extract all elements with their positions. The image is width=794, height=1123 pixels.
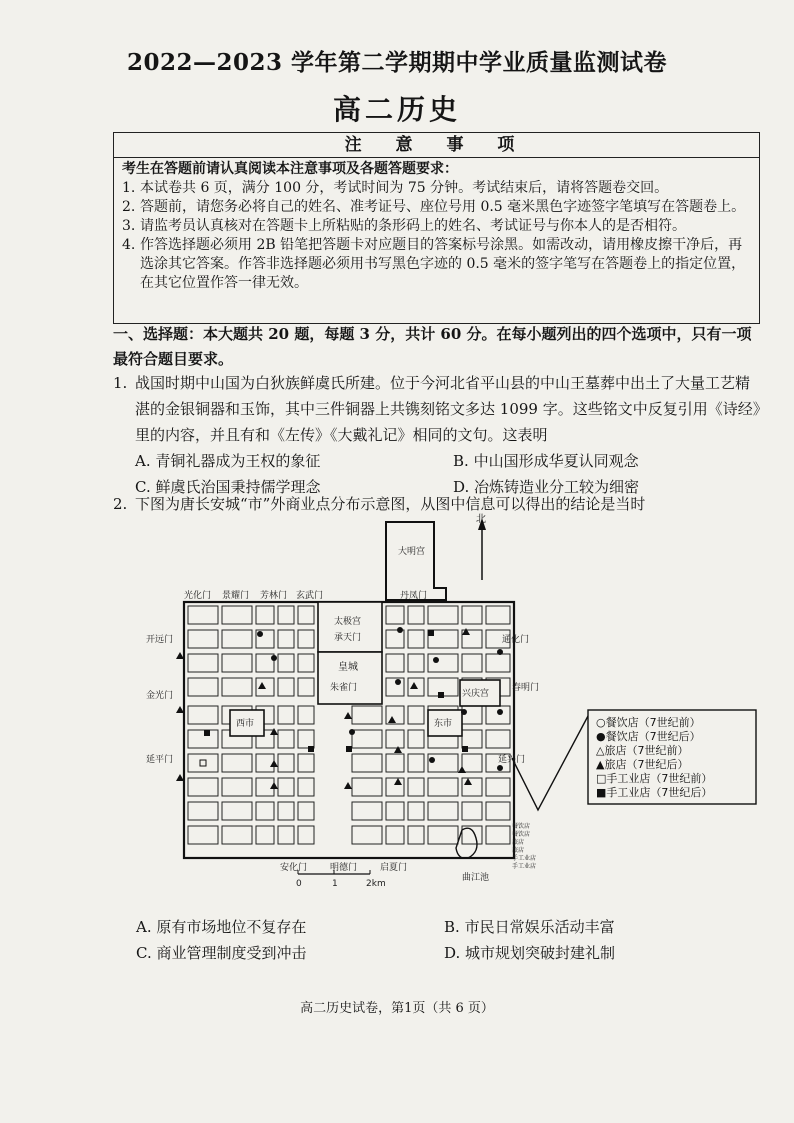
option-key: B.: [444, 918, 460, 936]
kaiyuan-gate-label: 开远门: [146, 635, 174, 645]
ward-block: [222, 606, 252, 624]
notice-body: [114, 158, 759, 293]
restaurant-marker: [271, 655, 277, 661]
ward-block: [408, 826, 424, 844]
legend-item-1: ○餐饮店（7世纪前）: [596, 716, 701, 729]
small-legend-item: 旅店: [512, 839, 525, 846]
inn-marker: [258, 682, 266, 689]
ward-block: [428, 802, 458, 820]
yanping-gate-label: 延平门: [146, 755, 174, 765]
qujiang-label: 曲江池: [462, 873, 490, 883]
option-text: 中山国形成华夏认同观念: [473, 452, 639, 470]
ward-block: [428, 606, 458, 624]
option-key: C.: [136, 944, 152, 962]
restaurant-marker: [397, 627, 403, 633]
ward-block: [188, 778, 218, 796]
inn-marker: [410, 682, 418, 689]
ward-block: [386, 606, 404, 624]
taiji-palace-label: 太极宫: [334, 617, 362, 627]
ward-block: [298, 730, 314, 748]
ward-block: [298, 778, 314, 796]
option-key: D.: [453, 478, 470, 496]
question-1: [113, 370, 763, 500]
restaurant-marker: [349, 729, 355, 735]
restaurant-marker: [433, 657, 439, 663]
ward-block: [386, 826, 404, 844]
ward-block: [298, 654, 314, 672]
small-legend-item: 餐饮店: [512, 831, 531, 838]
notice-item-text: 答题前，请您务必将自己的姓名、准考证号、座位号用 0.5 毫米黑色字迹签字笔填写在答题卷上。: [140, 199, 746, 215]
ward-block: [408, 630, 424, 648]
ward-block: [408, 778, 424, 796]
ward-block: [256, 826, 274, 844]
ward-block: [486, 778, 510, 796]
question-stem: 战国时期中山国为白狄族鲜虞氏所建。位于今河北省平山县的中山王墓葬中出土了大量工艺精湛的金银铜器和玉饰，其中三件铜器上共镌刻铭文多达 1099 字。这些铭文中反复引用《诗经》里的内容，并且有和《左传》《大戴礼记》相同的文句。这表明: [135, 374, 761, 444]
workshop-marker-early: [200, 760, 206, 766]
chengtian-gate-label: 承天门: [334, 633, 362, 643]
small-legend-item: 手工业店: [512, 855, 537, 862]
ward-block: [462, 754, 482, 772]
ward-block: [298, 630, 314, 648]
imperial-city-label: 皇城: [338, 662, 358, 673]
question-stem: 下图为唐长安城“市”外商业点分布示意图，从图中信息可以得出的结论是当时: [135, 495, 646, 513]
ward-block: [428, 754, 458, 772]
option-a[interactable]: [135, 448, 453, 474]
legend-item-3: △旅店（7世纪前）: [596, 744, 689, 757]
restaurant-marker: [497, 765, 503, 771]
north-arrow: [476, 513, 486, 580]
workshop-marker: [428, 630, 434, 636]
ward-block: [222, 678, 252, 696]
ward-block: [278, 730, 294, 748]
ward-block: [486, 802, 510, 820]
option-b[interactable]: [453, 448, 753, 474]
inn-marker: [462, 628, 470, 635]
option-text: 市民日常娱乐活动丰富: [464, 918, 615, 936]
inn-marker: [270, 728, 278, 735]
subject-title: 高二历史: [332, 93, 461, 126]
ward-block: [188, 630, 218, 648]
inn-marker: [394, 778, 402, 785]
ward-block: [222, 802, 252, 820]
legend-item-4: ▲旅店（7世纪后）: [596, 758, 689, 771]
ward-block: [298, 678, 314, 696]
anhua-gate-label: 安化门: [280, 863, 308, 873]
option-a[interactable]: [136, 914, 444, 940]
inn-marker: [464, 778, 472, 785]
ward-block: [278, 678, 294, 696]
ward-block: [428, 778, 458, 796]
guanghua-gate-label: 光化门: [184, 591, 212, 601]
ward-block: [408, 706, 424, 724]
legend-item-6: ■手工业店（7世纪后）: [596, 786, 713, 799]
ward-block: [486, 826, 510, 844]
small-legend-item: 餐饮店: [512, 823, 531, 830]
ward-block: [352, 730, 382, 748]
ward-block: [256, 678, 274, 696]
option-text: 鲜虞氏治国秉持儒学理念: [155, 478, 321, 496]
changan-commerce-map: [146, 510, 760, 900]
notice-intro: 考生在答题前请认真阅读本注意事项及各题答题要求：: [122, 161, 458, 177]
question-number: 2.: [113, 495, 128, 513]
workshop-marker: [204, 730, 210, 736]
notice-item: [122, 179, 753, 198]
scale-label-2: 2km: [366, 879, 386, 889]
ward-block: [386, 778, 404, 796]
xuanwu-gate-label: 玄武门: [296, 591, 324, 601]
inn-marker: [176, 652, 184, 659]
ward-block: [278, 606, 294, 624]
north-label: 北: [476, 514, 486, 525]
inn-marker: [458, 766, 466, 773]
legend-item-5: □手工业店（7世纪前）: [596, 772, 713, 785]
ward-block: [428, 654, 458, 672]
workshop-marker: [308, 746, 314, 752]
ward-block: [462, 606, 482, 624]
ward-block: [428, 826, 458, 844]
small-legend-item: 旅店: [512, 847, 525, 854]
jingyao-gate-label: 景耀门: [222, 591, 250, 601]
inn-marker: [344, 782, 352, 789]
ward-block: [256, 802, 274, 820]
option-text: 商业管理制度受到冲击: [156, 944, 307, 962]
ward-block: [278, 754, 294, 772]
ward-block: [352, 754, 382, 772]
imperial-city: [318, 652, 382, 704]
ward-block: [188, 826, 218, 844]
ward-block: [298, 706, 314, 724]
ward-block: [386, 678, 404, 696]
inn-marker: [344, 712, 352, 719]
page-footer: 高二历史试卷，第1页（共 6 页）: [300, 1001, 494, 1016]
option-key: D.: [444, 944, 461, 962]
notice-item-number: 4.: [122, 237, 136, 253]
option-key: C.: [135, 478, 151, 496]
section-heading: 一、选择题：本大题共 20 题，每题 3 分，共计 60 分。在每小题列出的四个选项中，只有一项最符合题目要求。: [113, 325, 752, 368]
ward-block: [298, 754, 314, 772]
ward-block: [222, 778, 252, 796]
workshop-marker: [438, 692, 444, 698]
option-b[interactable]: [444, 914, 744, 940]
ward-block: [278, 802, 294, 820]
ward-block: [278, 826, 294, 844]
restaurant-marker: [497, 709, 503, 715]
qujiang-pond: [456, 828, 477, 858]
notice-box: [113, 132, 760, 324]
question-stem-row: [113, 370, 763, 448]
ward-block: [256, 606, 274, 624]
notice-item: [122, 217, 753, 236]
ward-block: [222, 630, 252, 648]
ward-block: [222, 654, 252, 672]
east-market-label: 东市: [434, 719, 453, 729]
ward-block: [188, 730, 218, 748]
daming-palace-outline: [386, 522, 446, 600]
question-number: 1.: [113, 374, 128, 392]
restaurant-marker: [497, 649, 503, 655]
ward-block: [188, 678, 218, 696]
scale-label-0: 0: [296, 879, 302, 889]
exam-title: 2022—2023 学年第二学期期中学业质量监测试卷: [126, 49, 668, 76]
mingde-gate-label: 明德门: [330, 863, 358, 873]
option-text: 原有市场地位不复存在: [156, 918, 307, 936]
danfeng-gate-label: 丹凤门: [400, 591, 428, 601]
taiji-palace: [318, 602, 382, 652]
question-2-options-wrap: [120, 914, 740, 966]
notice-item: [122, 198, 753, 217]
tonghua-gate-label: 通化门: [502, 635, 530, 645]
west-market-label: 西市: [236, 719, 255, 729]
ward-block: [386, 654, 404, 672]
chunming-gate-label: 春明门: [512, 683, 540, 693]
option-c[interactable]: [136, 940, 444, 966]
jinguang-gate-label: 金光门: [146, 691, 174, 701]
ward-block: [408, 802, 424, 820]
option-text: 城市规划突破封建礼制: [465, 944, 616, 962]
inn-marker: [270, 782, 278, 789]
scale-label-1: 1: [332, 879, 338, 889]
inn-marker: [270, 760, 278, 767]
restaurant-marker: [429, 757, 435, 763]
zhuque-gate-label: 朱雀门: [330, 683, 358, 693]
ward-block: [462, 730, 482, 748]
notice-item-number: 2.: [122, 199, 136, 215]
ward-block: [188, 706, 218, 724]
ward-block: [486, 606, 510, 624]
ward-block: [352, 778, 382, 796]
ward-block: [408, 730, 424, 748]
ward-block: [278, 654, 294, 672]
daming-palace-label: 大明宫: [398, 547, 426, 557]
inn-marker: [176, 706, 184, 713]
notice-item-text: 请监考员认真核对在答题卡上所粘贴的条形码上的姓名、考试证号与你本人的是否相符。: [140, 218, 686, 234]
workshop-marker: [462, 746, 468, 752]
ward-block: [222, 826, 252, 844]
small-legend: [512, 822, 536, 870]
restaurant-marker: [461, 709, 467, 715]
legend-item-2: ●餐饮店（7世纪后）: [596, 730, 701, 743]
ward-block: [298, 826, 314, 844]
ward-block: [462, 802, 482, 820]
ward-block: [386, 754, 404, 772]
notice-item-number: 1.: [122, 180, 136, 196]
ward-block: [386, 730, 404, 748]
ward-block: [278, 706, 294, 724]
option-text: 冶炼铸造业分工较为细密: [474, 478, 640, 496]
ward-block: [188, 654, 218, 672]
option-d[interactable]: [444, 940, 744, 966]
option-key: A.: [136, 918, 152, 936]
option-text: 青铜礼器成为王权的象征: [155, 452, 321, 470]
ward-block: [408, 654, 424, 672]
yanxing-gate-label: 延兴门: [498, 755, 526, 765]
notice-item-number: 3.: [122, 218, 136, 234]
question-options: [120, 914, 740, 966]
qixia-gate-label: 启夏门: [380, 863, 408, 873]
ward-block: [462, 778, 482, 796]
ward-block: [222, 754, 252, 772]
ward-block: [188, 606, 218, 624]
ward-block: [298, 606, 314, 624]
ward-block: [298, 802, 314, 820]
ward-block: [486, 706, 510, 724]
ward-block: [486, 654, 510, 672]
notice-item-text: 作答选择题必须用 2B 铅笔把答题卡对应题目的答案标号涂黑。如需改动，请用橡皮擦干净后，再选涂其它答案。作答非选择题必须用书写黑色字迹的 0.5 毫米的签字笔写在答题卷上的指定位置，在其它位置作答一律无效。: [140, 237, 746, 291]
option-key: B.: [453, 452, 469, 470]
notice-item: [122, 236, 753, 293]
fanglin-gate-label: 芳林门: [260, 591, 288, 601]
option-key: A.: [135, 452, 151, 470]
ward-block: [278, 630, 294, 648]
ward-block: [486, 730, 510, 748]
ward-block: [188, 802, 218, 820]
notice-heading: 注 意 事 项: [114, 133, 759, 158]
xingqing-palace-label: 兴庆宫: [462, 689, 490, 699]
ward-block: [462, 706, 482, 724]
ward-block: [188, 754, 218, 772]
small-legend-item: 手工业店: [512, 863, 537, 870]
workshop-marker: [346, 746, 352, 752]
ward-block: [352, 802, 382, 820]
ward-block: [352, 826, 382, 844]
notice-item-text: 本试卷共 6 页，满分 100 分，考试时间为 75 分钟。考试结束后，请将答题卷交回。: [140, 180, 669, 196]
inn-marker: [394, 746, 402, 753]
ward-block: [386, 802, 404, 820]
ward-block: [278, 778, 294, 796]
inn-marker: [388, 716, 396, 723]
ward-block: [352, 706, 382, 724]
restaurant-marker: [395, 679, 401, 685]
ward-block: [256, 754, 274, 772]
inn-marker: [176, 774, 184, 781]
ward-block: [408, 606, 424, 624]
restaurant-marker: [257, 631, 263, 637]
ward-block: [462, 654, 482, 672]
ward-block: [408, 754, 424, 772]
